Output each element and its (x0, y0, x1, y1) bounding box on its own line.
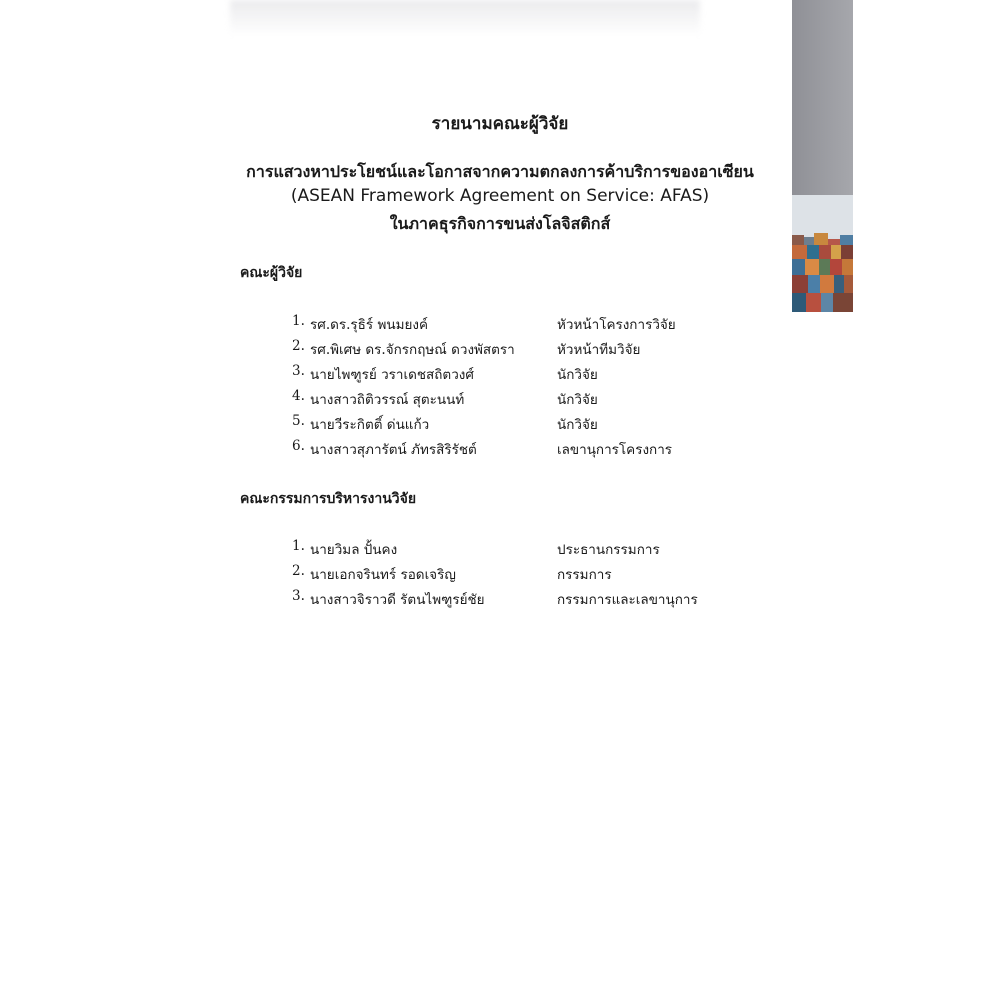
list-item (292, 538, 712, 562)
page-title: รายนามคณะผู้วิจัย (431, 114, 569, 134)
executive-committee-heading: คณะกรรมการบริหารงานวิจัย (240, 491, 417, 507)
member-name: นางสาวถิติวรรณ์ สุตะนนท์ (310, 392, 465, 408)
scan-bleed (230, 0, 700, 36)
list-item (292, 388, 712, 412)
member-name: รศ.พิเศษ ดร.จักรกฤษณ์ ดวงพัสตรา (310, 342, 515, 358)
item-number: 2. (292, 563, 305, 579)
member-role: กรรมการและเลขานุการ (557, 592, 698, 608)
member-name: รศ.ดร.รุธิร์ พนมยงค์ (310, 317, 429, 333)
member-role: หัวหน้าทีมวิจัย (557, 342, 641, 358)
item-number: 3. (292, 363, 305, 379)
list-item (292, 363, 712, 387)
list-item (292, 338, 712, 362)
item-number: 3. (292, 588, 305, 604)
list-item (292, 588, 712, 612)
list-item (292, 413, 712, 437)
report-title-line-3: ในภาคธุรกิจการขนส่งโลจิสติกส์ (389, 214, 611, 233)
member-role: นักวิจัย (557, 392, 598, 408)
item-number: 4. (292, 388, 305, 404)
list-item (292, 563, 712, 587)
item-number: 2. (292, 338, 305, 354)
member-role: หัวหน้าโครงการวิจัย (557, 317, 676, 333)
member-role: กรรมการ (557, 567, 612, 583)
item-number: 1. (292, 313, 305, 329)
item-number: 1. (292, 538, 305, 554)
member-role: เลขานุการโครงการ (557, 442, 673, 458)
member-name: นางสาวจิราวดี รัตนไพฑูรย์ชัย (310, 592, 485, 608)
member-name: นายเอกจรินทร์ รอดเจริญ (310, 567, 456, 583)
item-number: 5. (292, 413, 305, 429)
item-number: 6. (292, 438, 305, 454)
member-name: นายวีระกิตติ์ ด่นแก้ว (310, 417, 430, 433)
report-title-line-2: (ASEAN Framework Agreement on Service: AFAS) (290, 186, 710, 206)
member-name: นายวิมล ปั้นคง (310, 542, 398, 558)
side-decorative-tab (792, 0, 853, 312)
member-name: นายไพฑูรย์ วราเดชสถิตวงศ์ (310, 367, 474, 383)
member-role: นักวิจัย (557, 417, 598, 433)
report-title-line-1: การแสวงหาประโยชน์และโอกาสจากความตกลงการค้าบริการของอาเซียน (246, 162, 754, 181)
research-team-heading: คณะผู้วิจัย (240, 265, 303, 281)
member-name: นางสาวสุภารัตน์ ภัทรสิริรัชต์ (310, 442, 477, 458)
list-item (292, 313, 712, 337)
list-item (292, 438, 712, 462)
member-role: นักวิจัย (557, 367, 598, 383)
member-role: ประธานกรรมการ (557, 542, 660, 558)
